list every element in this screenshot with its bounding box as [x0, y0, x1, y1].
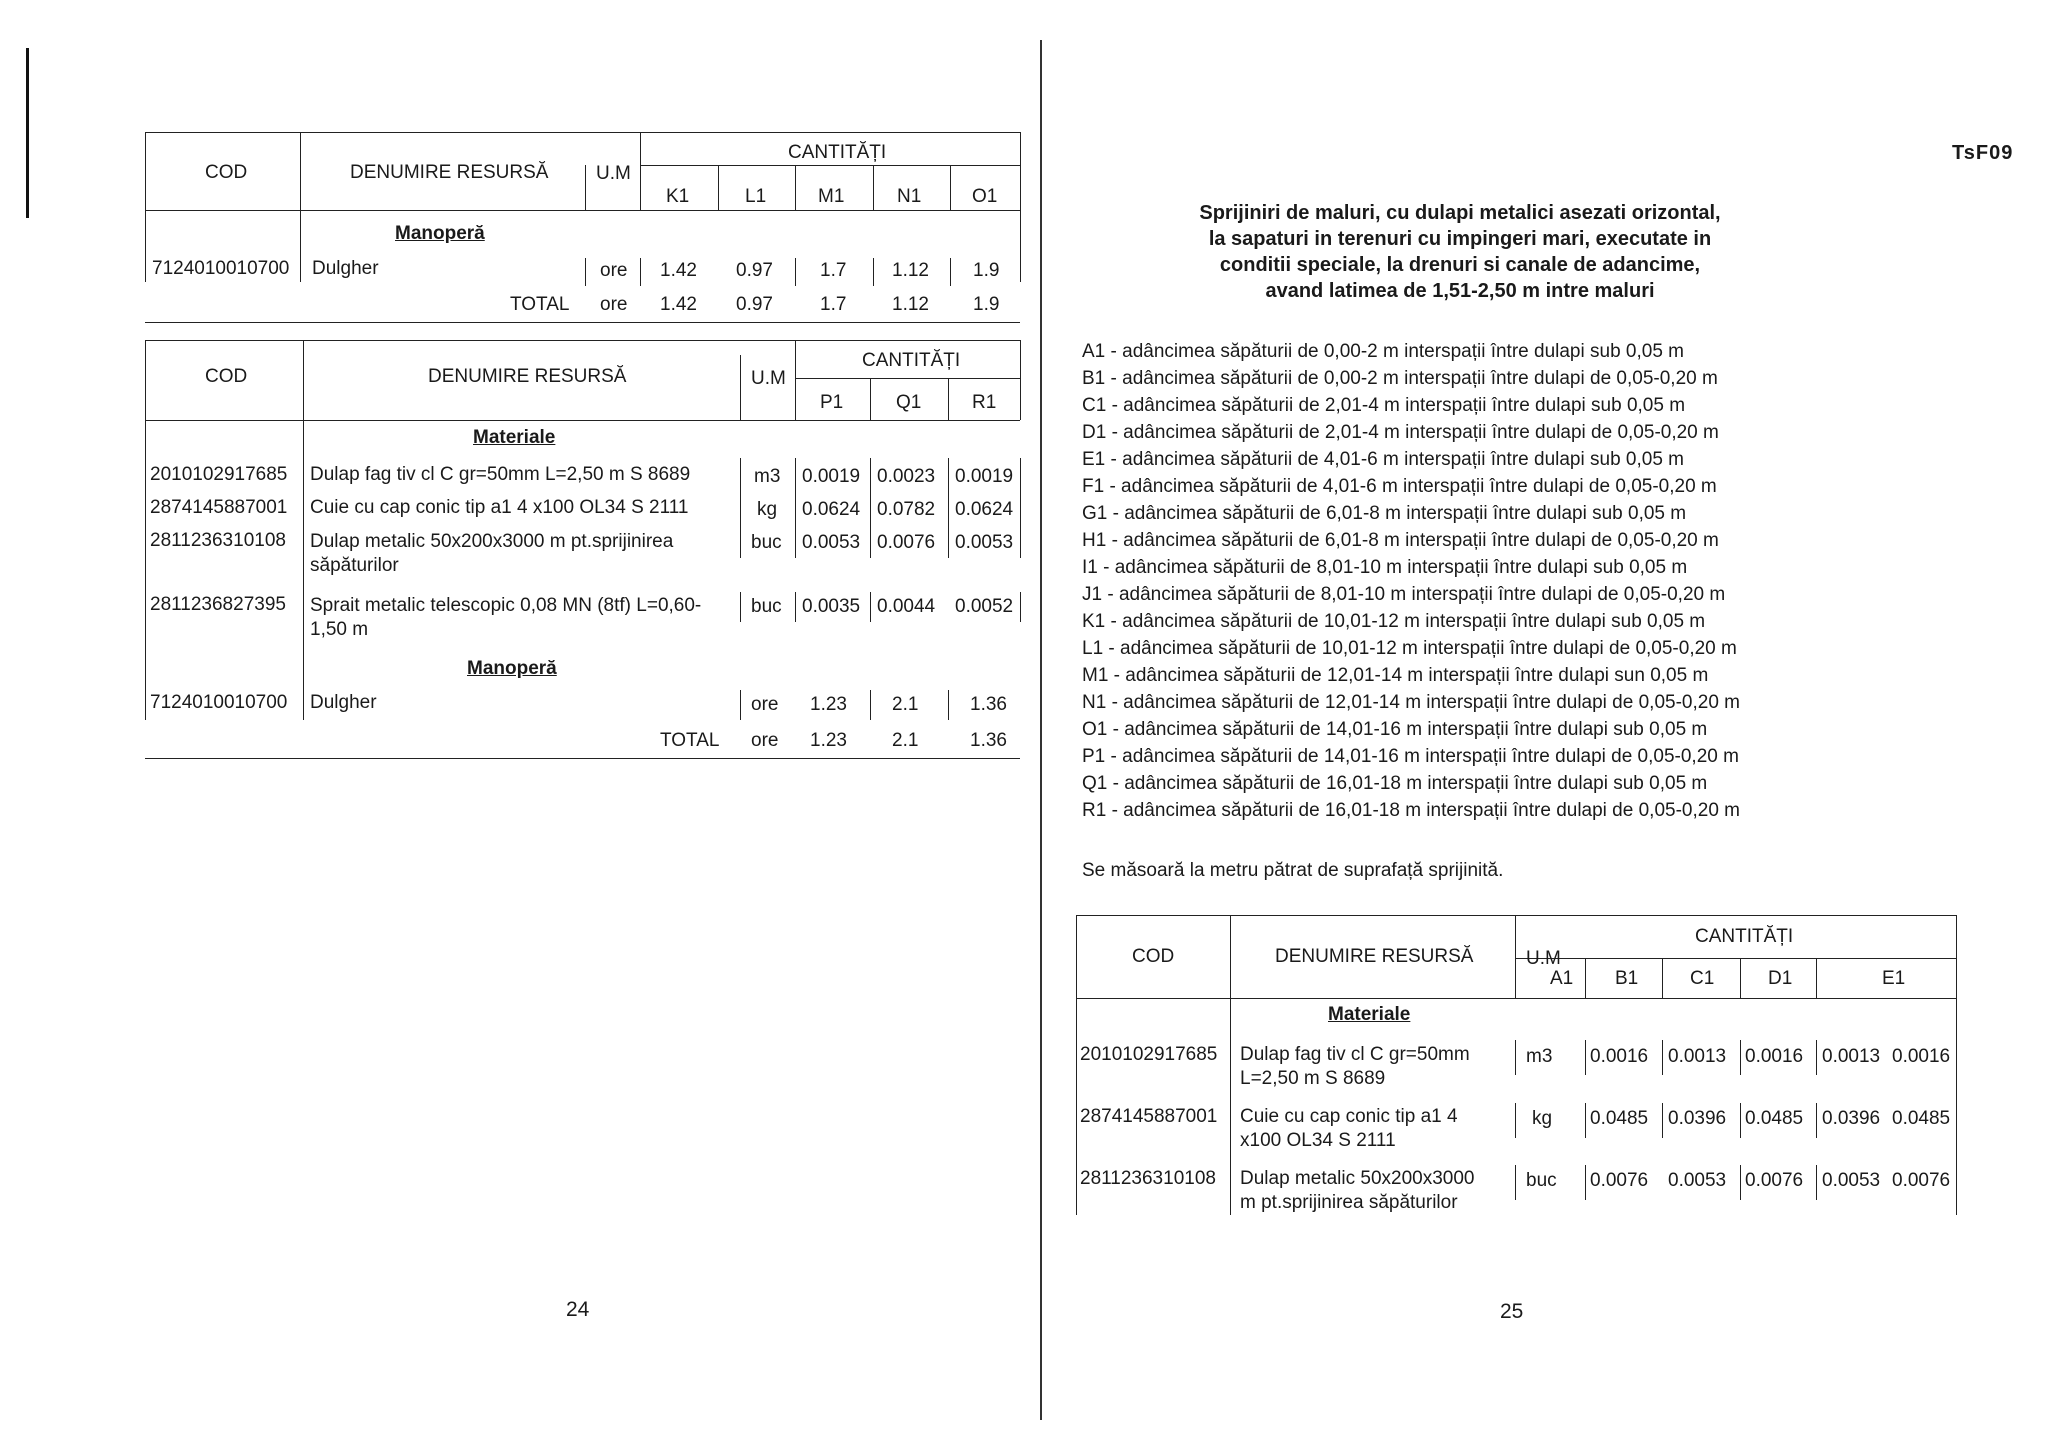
row-value-k1: 1.42 — [660, 260, 697, 281]
list-item: K1 - adâncimea săpăturii de 10,01-12 m interspații între dulapi sub 0,05 m — [1082, 611, 1706, 632]
col-header-um: U.M — [751, 368, 786, 389]
row-cod: 7124010010700 — [150, 692, 288, 713]
row-value-r1: 0.0053 — [955, 532, 1014, 553]
list-item: H1 - adâncimea săpăturii de 6,01-8 m interspații între dulapi de 0,05-0,20 m — [1082, 530, 1719, 551]
list-item: B1 - adâncimea săpăturii de 0,00-2 m interspații între dulapi de 0,05-0,20 m — [1082, 368, 1718, 389]
row-value-p1: 1.23 — [810, 694, 847, 715]
row-um: buc — [1526, 1170, 1557, 1191]
row-cod: 2010102917685 — [150, 464, 288, 485]
document-code: TsF09 — [1952, 142, 2014, 164]
row-denumire: Dulgher — [312, 258, 379, 279]
row-value-q1: 0.0782 — [877, 499, 936, 520]
row-um: buc — [751, 596, 782, 617]
row-denumire: Cuie cu cap conic tip a1 4 x100 OL34 S 2111 — [310, 497, 689, 518]
row-value-d1: 0.0013 — [1822, 1046, 1881, 1067]
col-header-um: U.M — [1526, 948, 1561, 969]
row-cod: 2811236827395 — [150, 594, 286, 615]
row-cod: 2874145887001 — [1080, 1106, 1218, 1127]
row-value-b1: 0.0396 — [1668, 1108, 1727, 1129]
row-denumire: Sprait metalic telescopic 0,08 MN (8tf) L=0,60-1,50 m — [310, 595, 702, 640]
row-value-a1: 0.0016 — [1590, 1046, 1649, 1067]
total-value-l1: 0.97 — [736, 294, 773, 315]
row-value-e1: 0.0076 — [1892, 1170, 1951, 1191]
title-line: conditii speciale, la drenuri si canale de adancime, — [1219, 254, 1701, 276]
row-denumire-line1: Cuie cu cap conic tip a1 4 — [1240, 1106, 1458, 1127]
row-value-r1: 0.0624 — [955, 499, 1014, 520]
row-value-l1: 0.97 — [736, 260, 773, 281]
row-um: kg — [1532, 1108, 1553, 1129]
measure-note: Se măsoară la metru pătrat de suprafață sprijinită. — [1082, 860, 1504, 881]
total-label: TOTAL — [510, 294, 570, 315]
col-header-cantitati: CANTITĂȚI — [1695, 926, 1794, 947]
row-um: ore — [600, 260, 628, 281]
row-value-c1: 0.0016 — [1745, 1046, 1804, 1067]
row-value-p1: 0.0624 — [802, 499, 861, 520]
page-number: 24 — [566, 1298, 590, 1321]
section-title-materiale: Materiale — [1328, 1004, 1411, 1025]
col-header-q1: Q1 — [896, 392, 922, 413]
row-cod: 2874145887001 — [150, 497, 288, 518]
col-header-o1: O1 — [972, 186, 998, 207]
list-item: C1 - adâncimea săpăturii de 2,01-4 m interspații între dulapi sub 0,05 m — [1082, 395, 1686, 416]
row-value-o1: 1.9 — [973, 260, 1000, 281]
list-item: F1 - adâncimea săpăturii de 4,01-6 m interspații între dulapi de 0,05-0,20 m — [1082, 476, 1717, 497]
title-line: avand latimea de 1,51-2,50 m intre maluri — [1265, 280, 1655, 302]
row-value-b1: 0.0053 — [1668, 1170, 1727, 1191]
row-value-e1: 0.0485 — [1892, 1108, 1951, 1129]
col-header-cod: COD — [205, 366, 248, 387]
total-value-q1: 2.1 — [892, 730, 919, 751]
col-header-um: U.M — [596, 163, 631, 184]
total-label: TOTAL — [660, 730, 720, 751]
row-value-a1: 0.0076 — [1590, 1170, 1649, 1191]
col-header-b1: B1 — [1615, 968, 1639, 989]
total-value-k1: 1.42 — [660, 294, 697, 315]
section-title-manopera: Manoperă — [467, 658, 557, 679]
definitions-list — [1082, 338, 1740, 824]
col-header-denumire: DENUMIRE RESURSĂ — [350, 162, 549, 183]
col-header-m1: M1 — [818, 186, 845, 207]
row-denumire-line2: m pt.sprijinirea săpăturilor — [1240, 1192, 1458, 1213]
row-cod: 2811236310108 — [150, 530, 286, 551]
list-item: D1 - adâncimea săpăturii de 2,01-4 m interspații între dulapi de 0,05-0,20 m — [1082, 422, 1719, 443]
row-value-e1: 0.0016 — [1892, 1046, 1951, 1067]
row-um: buc — [751, 532, 782, 553]
col-header-a1: A1 — [1550, 968, 1574, 989]
col-header-n1: N1 — [897, 186, 922, 207]
list-item: Q1 - adâncimea săpăturii de 16,01-18 m interspații între dulapi sub 0,05 m — [1082, 773, 1708, 794]
row-value-d1: 0.0053 — [1822, 1170, 1881, 1191]
row-value-a1: 0.0485 — [1590, 1108, 1649, 1129]
col-header-denumire: DENUMIRE RESURSĂ — [1275, 946, 1474, 967]
row-um: m3 — [1526, 1046, 1553, 1067]
col-header-cantitati: CANTITĂȚI — [862, 350, 961, 371]
list-item: O1 - adâncimea săpăturii de 14,01-16 m interspații între dulapi sub 0,05 m — [1082, 719, 1708, 740]
title-line: la sapaturi in terenuri cu impingeri mari, executate in — [1208, 228, 1712, 250]
total-value-o1: 1.9 — [973, 294, 1000, 315]
list-item: M1 - adâncimea săpăturii de 12,01-14 m interspații între dulapi sun 0,05 m — [1082, 665, 1709, 686]
row-value-r1: 1.36 — [970, 694, 1007, 715]
total-value-r1: 1.36 — [970, 730, 1007, 751]
margin-bar — [26, 48, 29, 218]
row-denumire-line1: Dulap metalic 50x200x3000 — [1240, 1168, 1475, 1189]
row-value-p1: 0.0019 — [802, 466, 861, 487]
row-um: m3 — [754, 466, 781, 487]
list-item: L1 - adâncimea săpăturii de 10,01-12 m interspații între dulapi de 0,05-0,20 m — [1082, 638, 1737, 659]
row-value-n1: 1.12 — [892, 260, 929, 281]
list-item: I1 - adâncimea săpăturii de 8,01-10 m interspații între dulapi sub 0,05 m — [1082, 557, 1688, 578]
list-item: E1 - adâncimea săpăturii de 4,01-6 m interspații între dulapi sub 0,05 m — [1082, 449, 1684, 470]
section-title-manopera: Manoperă — [395, 223, 485, 244]
row-value-q1: 0.0044 — [877, 596, 936, 617]
total-value-p1: 1.23 — [810, 730, 847, 751]
col-header-cod: COD — [1132, 946, 1175, 967]
row-value-c1: 0.0076 — [1745, 1170, 1804, 1191]
row-value-b1: 0.0013 — [1668, 1046, 1727, 1067]
col-header-l1: L1 — [745, 186, 767, 207]
list-item: P1 - adâncimea săpăturii de 14,01-16 m interspații între dulapi de 0,05-0,20 m — [1082, 746, 1739, 767]
row-denumire-line2: x100 OL34 S 2111 — [1240, 1130, 1396, 1151]
title-line: Sprijiniri de maluri, cu dulapi metalici asezati orizontal, — [1199, 202, 1721, 224]
right-page — [1040, 0, 2048, 1448]
row-value-r1: 0.0052 — [955, 596, 1014, 617]
list-item: N1 - adâncimea săpăturii de 12,01-14 m interspații între dulapi de 0,05-0,20 m — [1082, 692, 1740, 713]
total-value-n1: 1.12 — [892, 294, 929, 315]
row-value-d1: 0.0396 — [1822, 1108, 1881, 1129]
row-um: kg — [757, 499, 778, 520]
row-cod: 2010102917685 — [1080, 1044, 1218, 1065]
section-title-materiale: Materiale — [473, 427, 556, 448]
row-value-m1: 1.7 — [820, 260, 847, 281]
row-value-p1: 0.0053 — [802, 532, 861, 553]
total-um: ore — [600, 294, 628, 315]
row-value-p1: 0.0035 — [802, 596, 861, 617]
col-header-r1: R1 — [972, 392, 997, 413]
row-value-c1: 0.0485 — [1745, 1108, 1804, 1129]
document-title — [1130, 200, 1790, 304]
col-header-cantitati: CANTITĂȚI — [788, 142, 887, 163]
row-denumire-line2: L=2,50 m S 8689 — [1240, 1068, 1386, 1089]
row-value-q1: 0.0023 — [877, 466, 936, 487]
total-value-m1: 1.7 — [820, 294, 847, 315]
row-um: ore — [751, 694, 779, 715]
col-header-d1: D1 — [1768, 968, 1793, 989]
row-denumire: Dulap fag tiv cl C gr=50mm L=2,50 m S 8689 — [310, 464, 691, 485]
col-header-k1: K1 — [666, 186, 690, 207]
list-item: G1 - adâncimea săpăturii de 6,01-8 m interspații între dulapi sub 0,05 m — [1082, 503, 1687, 524]
row-value-q1: 0.0076 — [877, 532, 936, 553]
row-denumire-line1: Dulap fag tiv cl C gr=50mm — [1240, 1044, 1470, 1065]
col-header-denumire: DENUMIRE RESURSĂ — [428, 366, 627, 387]
col-header-e1: E1 — [1882, 968, 1906, 989]
list-item: J1 - adâncimea săpăturii de 8,01-10 m interspații între dulapi de 0,05-0,20 m — [1082, 584, 1726, 605]
col-header-p1: P1 — [820, 392, 844, 413]
row-cod: 7124010010700 — [152, 258, 290, 279]
col-header-c1: C1 — [1690, 968, 1715, 989]
list-item: A1 - adâncimea săpăturii de 0,00-2 m interspații între dulapi sub 0,05 m — [1082, 341, 1684, 362]
row-value-r1: 0.0019 — [955, 466, 1014, 487]
list-item: R1 - adâncimea săpăturii de 16,01-18 m interspații între dulapi de 0,05-0,20 m — [1082, 800, 1740, 821]
row-value-q1: 2.1 — [892, 694, 919, 715]
row-cod: 2811236310108 — [1080, 1168, 1216, 1189]
row-denumire: Dulap metalic 50x200x3000 m pt.sprijinirea săpăturilor — [310, 531, 674, 576]
row-denumire: Dulgher — [310, 692, 377, 713]
page-number: 25 — [1500, 1300, 1524, 1323]
col-header-cod: COD — [205, 162, 248, 183]
total-um: ore — [751, 730, 779, 751]
